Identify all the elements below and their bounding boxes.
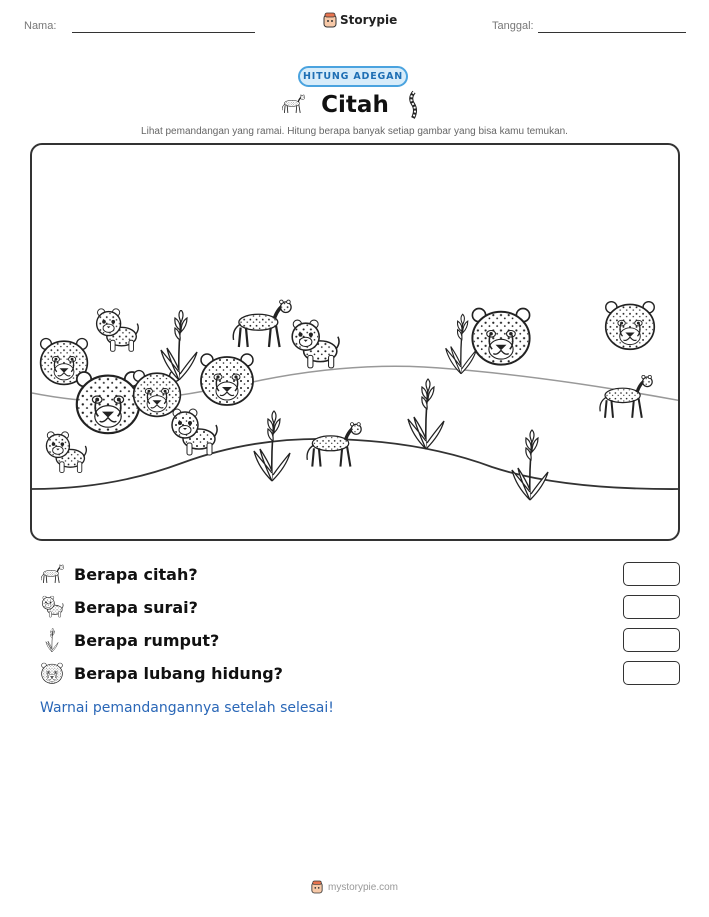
cheetah-cub [292, 320, 339, 368]
storypie-mascot-icon [323, 12, 337, 28]
cheetah-face [606, 302, 655, 350]
question-cub [40, 594, 680, 620]
name-field[interactable] [72, 32, 255, 33]
page-title: Citah [321, 92, 389, 118]
question-text: Berapa citah? [74, 564, 198, 584]
answer-box-grass[interactable] [623, 628, 680, 652]
cheetah [307, 423, 361, 467]
cheetah-icon [40, 562, 64, 586]
footer-url[interactable]: mystorypie.com [327, 881, 398, 893]
grass [512, 430, 548, 500]
answer-box-cub[interactable] [623, 595, 680, 619]
cheetah-face [201, 354, 253, 405]
cheetah-face [77, 372, 139, 433]
cheetah-face-icon [40, 661, 64, 685]
brand-name: Storypie [340, 13, 398, 27]
question-text: Berapa surai? [74, 597, 198, 617]
instructions: Lihat pemandangan yang ramai. Hitung berapa banyak setiap gambar yang bisa kamu temukan. [141, 126, 568, 137]
coloring-note: Warnai pemandangannya setelah selesai! [40, 700, 334, 716]
brand-logo [323, 12, 397, 28]
cheetah-cub [172, 409, 217, 455]
grass [254, 411, 290, 481]
scene-illustration [32, 145, 680, 541]
question-text: Berapa rumput? [74, 630, 220, 650]
question-cheetah [40, 561, 680, 587]
grass [161, 310, 197, 380]
name-label: Nama: [24, 20, 57, 32]
question-grass [40, 627, 680, 653]
grass [446, 314, 477, 374]
answer-box-cheetah[interactable] [623, 562, 680, 586]
cheetah-cub [46, 432, 86, 473]
cheetah [233, 300, 291, 347]
cub-icon [40, 595, 64, 619]
storypie-mascot-icon [311, 880, 323, 894]
grass-icon [40, 628, 64, 652]
footer [0, 880, 709, 894]
date-field[interactable] [538, 32, 686, 33]
scene-panel [30, 143, 680, 541]
activity-badge: HITUNG ADEGAN [298, 66, 408, 87]
cheetah [600, 375, 652, 417]
grass [408, 379, 444, 449]
tail-icon [407, 90, 421, 120]
question-face [40, 660, 680, 686]
date-label: Tanggal: [492, 20, 534, 32]
cheetah-face [472, 309, 529, 365]
cheetah-face [134, 371, 181, 417]
answer-box-face[interactable] [623, 661, 680, 685]
cheetah-cub [97, 309, 139, 351]
question-text: Berapa lubang hidung? [74, 663, 283, 683]
